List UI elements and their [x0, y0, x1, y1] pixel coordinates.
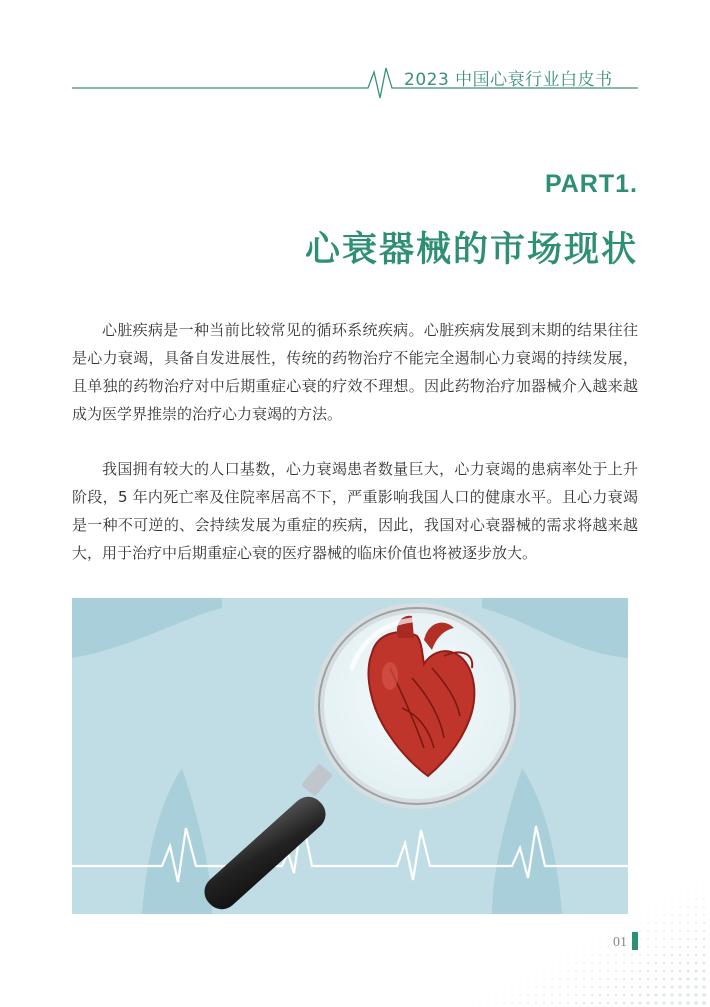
page-title: 心衰器械的市场现状 [304, 230, 638, 270]
page-number-bar [632, 932, 638, 950]
decorative-dot-pattern [420, 847, 710, 1007]
header-title: 2023 中国心衰行业白皮书 [404, 70, 613, 90]
paragraph-2: 我国拥有较大的人口基数，心力衰竭患者数量巨大，心力衰竭的患病率处于上升阶段，5 年内死亡率及住院率居高不下，严重影响我国人口的健康水平。且心力衰竭是一种不可逆的、会持续发展为重症的疾病，因此，我国对心衰器械的需求将越来越大，用于治疗中后期重症心衰的医疗器械的临床价值也将被逐步放大。 [72, 460, 638, 562]
paragraph-1: 心脏疾病是一种当前比较常见的循环系统疾病。心脏疾病发展到末期的结果往往是心力衰竭，具备自发进展性，传统的药物治疗不能完全遏制心力衰竭的持续发展，且单独的药物治疗对中后期重症心衰的疗效不理想。因此药物治疗加器械介入越来越成为医学界推崇的治疗心力衰竭的方法。 [72, 321, 638, 423]
part-label: PART1. [544, 170, 638, 198]
page-header [72, 62, 638, 102]
page-number: 01 [613, 935, 627, 950]
